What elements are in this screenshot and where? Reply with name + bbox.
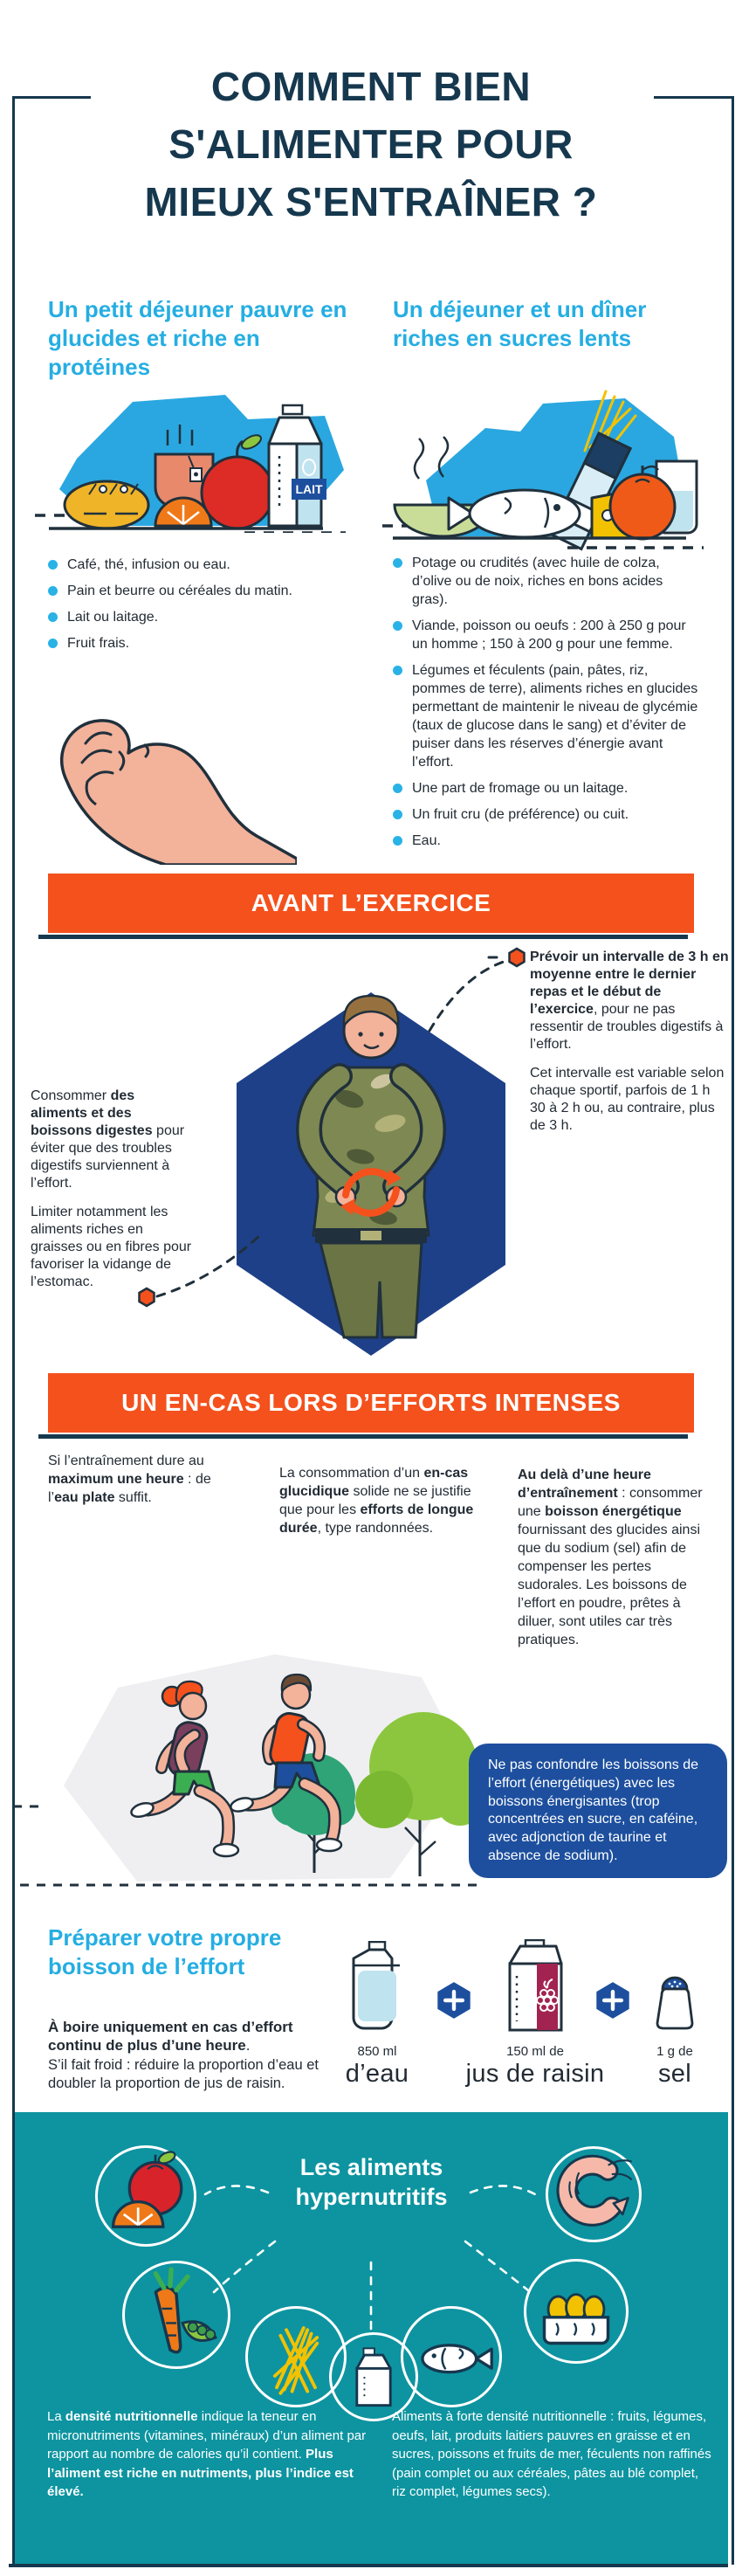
list-item-text: Légumes et féculents (pain, pâtes, riz, pommes de terre), aliments riches en glucides permettant de maintenir le niveau de glycémie (taux de glucose dans le sang) et d’éviter de puiser dans les réserves d’énergie avant l’effort. [412,663,698,770]
frame-right [732,96,734,2565]
hyper-heading-line: hypernutritifs [295,2184,448,2210]
energy-drink-note: Ne pas confondre les boissons de l’effort (énergétiques) avec les boissons énergisantes (trop concentrées en sucre, en caféine, avec adjonction de taurine et absence de sodium). [469,1744,727,1878]
eggs-icon [526,2262,626,2361]
bread-icon [65,481,148,528]
food-circle [401,2306,502,2407]
juice-qty: 150 ml de [506,2044,564,2059]
bullet-dot [393,784,402,793]
before-exercise-right-text [530,949,729,1146]
water-label: d’eau [345,2060,409,2088]
list-item-text: Un fruit cru (de préférence) ou cuit. [412,807,629,822]
list-item [48,556,367,574]
hyper-p1: La densité nutritionnelle indique la teneur en micronutriments (vitamines, minéraux) d’un aliment par rapport au nombre de calories qu’il contient. Plus l’aliment est riche en nutriments, plus l’indice est élevé. [47,2409,367,2499]
list-item [48,608,367,626]
title-line: COMMENT BIEN [210,64,532,109]
food-circle [524,2259,629,2364]
breakfast-illustration [35,376,358,533]
plus-icon [594,1981,632,2020]
salt-qty: 1 g de [656,2044,693,2059]
lunch-illustration [382,367,704,552]
water-qty: 850 ml [357,2044,397,2059]
food-circle [122,2261,230,2369]
list-item-text: Potage ou crudités (avec huile de colza, d’olive ou de noix, riches en bons acides gras). [412,556,663,607]
bullet-dot [393,836,402,846]
list-item-text: Pain et beurre ou céréales du matin. [67,584,292,598]
bullet-dot [393,621,402,631]
hyper-p2: Aliments à forte densité nutritionnelle : fruits, légumes, oeufs, lait, produits laitiers pauvres en graisse et en sucres, poissons et fruits de mer, féculents non raffinés (pain complet ou aux céréales, pâtes au blé complet, riz complet, légumes secs). [392,2409,711,2499]
food-circle [95,2145,196,2247]
grape-juice-carton-icon [502,1939,568,2034]
soldier-illustration [223,977,519,1370]
frame-top-left [12,96,91,99]
teal-shadow [9,2564,728,2567]
plus-icon [435,1981,473,2020]
snack-col3: Au delà d’une heure d’entraînement : consommer une boisson énergétique fournissant des glucides ainsi que du sodium (sel) afin de compenser les pertes sudorales. Les boissons de l’effort en poudre, prêtes à diluer, sont utiles car très pratiques. [518,1468,703,1647]
paragraph: Prévoir un intervalle de 3 h en moyenne entre le dernier repas et le début de l’exercice, pour ne pas ressentir de troubles digestifs à l’effort. [530,950,729,1052]
drink-heading: Préparer votre propre boisson de l’effort [48,1924,282,1979]
bullet-dot [393,666,402,675]
drink-p1: À boire uniquement en cas d’effort continu de plus d’une heure. [48,2019,293,2054]
pasta-icon [248,2309,344,2405]
frame-left [12,96,15,2565]
salt-label: sel [658,2060,691,2088]
list-item [393,661,700,771]
frame-top-right [654,96,734,99]
water-bottle-icon [351,1941,403,2030]
list-item-text: Une part de fromage ou un laitage. [412,781,629,796]
bullet-dot [393,558,402,568]
snack-col2: La consommation d’un en-cas glucidique solide ne se justifie que pour les efforts de longue durée, type randonnées. [279,1466,474,1536]
snack-banner: UN EN-CAS LORS D’EFFORTS INTENSES [48,1373,694,1433]
bullet-dot [393,810,402,819]
bullet-dot [48,612,58,622]
flexed-arm-icon [35,694,297,865]
breakfast-list [48,556,367,660]
hypernutritious-section [15,2112,728,2564]
list-item [393,617,700,653]
title-line: S'ALIMENTER POUR [168,121,574,167]
list-item-text: Lait ou laitage. [67,610,159,625]
title-line: MIEUX S'ENTRAÎNER ? [144,179,598,224]
carrot-peas-icon [125,2263,228,2366]
shrimp-icon [548,2149,639,2240]
list-item-text: Eau. [412,833,441,848]
list-item [393,832,700,850]
bullet-dot [48,639,58,648]
drink-p2: S’il fait froid : réduire la proportion d’eau et doubler la proportion de jus de raisin. [48,2057,319,2091]
bullet-dot [48,586,58,596]
list-item [48,634,367,653]
list-item-text: Café, thé, infusion ou eau. [67,557,230,572]
snack-col1: Si l’entraînement dure au maximum une heure : de l’eau plate suffit. [48,1454,211,1505]
drink-recipe-row [347,1941,725,2107]
list-item [393,779,700,798]
salt-shaker-icon [655,1976,695,2032]
list-item [48,582,367,600]
runners-illustration [13,1635,515,1902]
apple-orange-icon [98,2148,194,2244]
page-title [57,58,685,231]
paragraph: Cet intervalle est variable selon chaque sportif, parfois de 1 h 30 à 2 h ou, au contraire, plus de 3 h. [530,1066,725,1133]
list-item [393,554,700,609]
hyper-heading-line: Les aliments [299,2154,443,2180]
juice-label: jus de raisin [465,2060,605,2088]
food-circle [546,2146,642,2242]
paragraph: Limiter notamment les aliments riches en graisses ou en fibres pour favoriser la vidange de l’estomac. [31,1205,192,1289]
fish-small-icon [403,2309,499,2405]
banner-shadow [38,1434,688,1439]
paragraph: Consommer des aliments et des boissons digestes pour éviter que des troubles digestifs surviennent à l’effort. [31,1088,185,1191]
milk-label: LAIT [295,482,323,496]
list-item [393,805,700,824]
hexagon-marker-icon [510,949,525,966]
lunch-heading: Un déjeuner et un dîner riches en sucres lents [393,296,647,351]
list-item-text: Viande, poisson ou oeufs : 200 à 250 g pour un homme ; 150 à 200 g pour une femme. [412,618,686,652]
bullet-dot [48,560,58,570]
breakfast-heading: Un petit déjeuner pauvre en glucides et riche en protéines [48,296,347,380]
before-exercise-banner: AVANT L’EXERCICE [48,874,694,933]
list-item-text: Fruit frais. [67,636,130,651]
lunch-list [393,554,700,858]
banner-shadow [38,935,688,939]
before-exercise-left-text [31,1088,192,1302]
